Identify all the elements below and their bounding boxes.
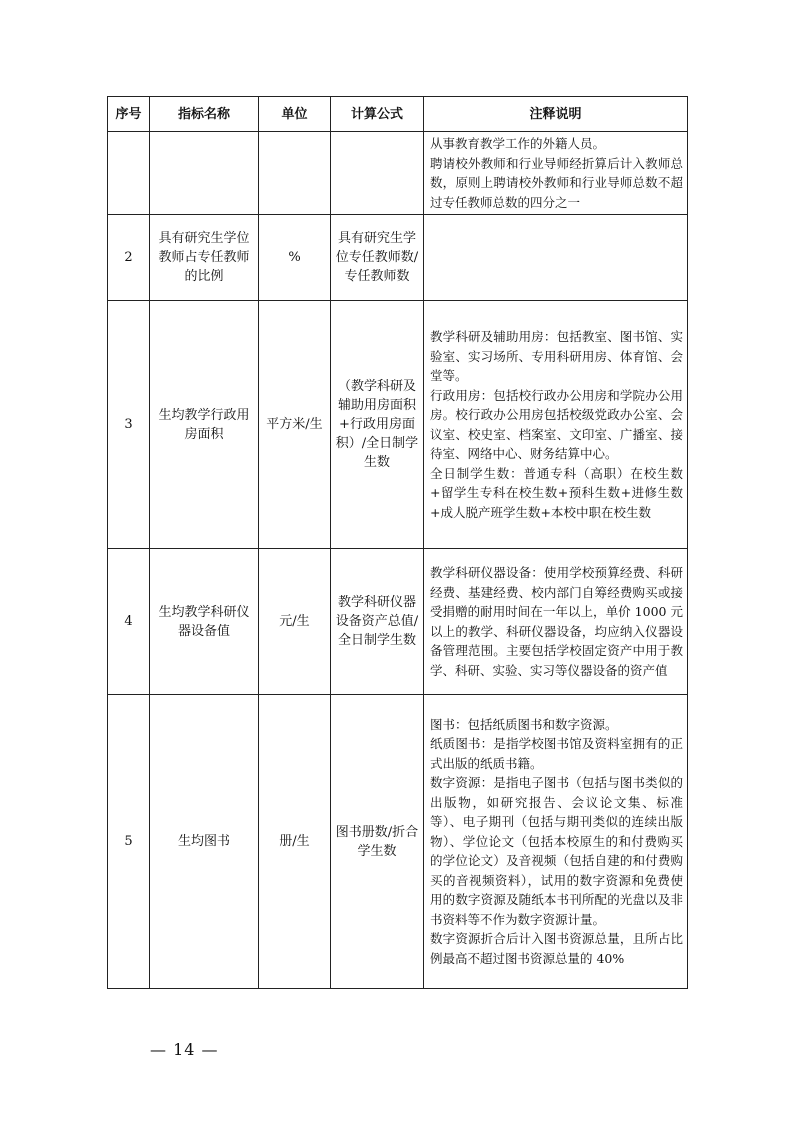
table-row [108, 215, 688, 301]
cell-formula [331, 132, 424, 215]
cell-unit: 册/生 [259, 695, 331, 989]
cell-note [424, 132, 688, 215]
cell-name [150, 132, 259, 215]
header-formula: 计算公式 [331, 97, 424, 132]
cell-unit: % [259, 215, 331, 301]
cell-formula: （教学科研及辅助用房面积+行政用房面积）/全日制学生数 [331, 301, 424, 549]
cell-seq: 3 [108, 301, 150, 549]
cell-seq: 2 [108, 215, 150, 301]
note-paragraph: 聘请校外教师和行业导师经折算后计入教师总数，原则上聘请校外教师和行业导师总数不超过专任教师总数的四分之一 [430, 155, 683, 210]
note-paragraph: 数字资源折合后计入图书资源总量，且所占比例最高不超过图书资源总量的 40% [430, 931, 683, 966]
cell-note [424, 301, 688, 549]
note-paragraph: 从事教育教学工作的外籍人员。 [430, 136, 606, 151]
note-paragraph: 教学科研及辅助用房：包括教室、图书馆、实验室、实习场所、专用科研用房、体育馆、会堂等。 [430, 329, 683, 383]
table-header-row [108, 97, 688, 132]
cell-formula: 具有研究生学位专任教师数/专任教师数 [331, 215, 424, 301]
header-name: 指标名称 [150, 97, 259, 132]
note-paragraph: 全日制学生数：普通专科（高职）在校生数+留学生专科在校生数+预科生数+进修生数+成人脱产班学生数+本校中职在校生数 [430, 465, 683, 520]
cell-seq: 4 [108, 549, 150, 695]
cell-seq: 5 [108, 695, 150, 989]
cell-formula: 教学科研仪器设备资产总值/全日制学生数 [331, 549, 424, 695]
cell-name: 生均教学科研仪器设备值 [150, 549, 259, 695]
table-row [108, 549, 688, 695]
cell-unit: 元/生 [259, 549, 331, 695]
header-note: 注释说明 [424, 97, 688, 132]
page-number: — 14 — [150, 1040, 219, 1059]
note-paragraph: 数字资源：是指电子图书（包括与图书类似的出版物，如研究报告、会议论文集、标准等）、电子期刊（包括与期刊类似的连续出版物）、学位论文（包括本校原生的和付费购买的学位论文）及音视频（包括自建的和付费购买的音视频资料），试用的数字资源和免费使用的数字资源及随纸本书刊所配的光盘以及非书资料等不作为数字资源计量。 [430, 775, 683, 927]
indicator-table [107, 96, 688, 989]
cell-note [424, 215, 688, 301]
note-paragraph: 图书：包括纸质图书和数字资源。 [430, 716, 618, 732]
note-paragraph: 纸质图书：是指学校图书馆及资料室拥有的正式出版的纸质书籍。 [430, 736, 683, 771]
header-seq: 序号 [108, 97, 150, 132]
cell-unit: 平方米/生 [259, 301, 331, 549]
cell-name: 生均教学行政用房面积 [150, 301, 259, 549]
cell-formula: 图书册数/折合学生数 [331, 695, 424, 989]
table-row [108, 132, 688, 215]
header-unit: 单位 [259, 97, 331, 132]
cell-seq [108, 132, 150, 215]
note-paragraph: 教学科研仪器设备：使用学校预算经费、科研经费、基建经费、校内部门自筹经费购买或接受捐赠的耐用时间在一年以上，单价 1000 元以上的教学、科研仪器设备，均应纳入仪器设备管理范围。主要包括学校固定资产中用于教学、科研、实验、实习等仪器设备的资产值 [430, 565, 683, 678]
cell-name: 生均图书 [150, 695, 259, 989]
cell-note [424, 549, 688, 695]
table-row [108, 301, 688, 549]
cell-name: 具有研究生学位教师占专任教师的比例 [150, 215, 259, 301]
cell-unit [259, 132, 331, 215]
cell-note [424, 695, 688, 989]
note-paragraph: 行政用房：包括校行政办公用房和学院办公用房。校行政办公用房包括校级党政办公室、会议室、校史室、档案室、文印室、广播室、接待室、网络中心、财务结算中心。 [430, 387, 683, 461]
table-row [108, 695, 688, 989]
